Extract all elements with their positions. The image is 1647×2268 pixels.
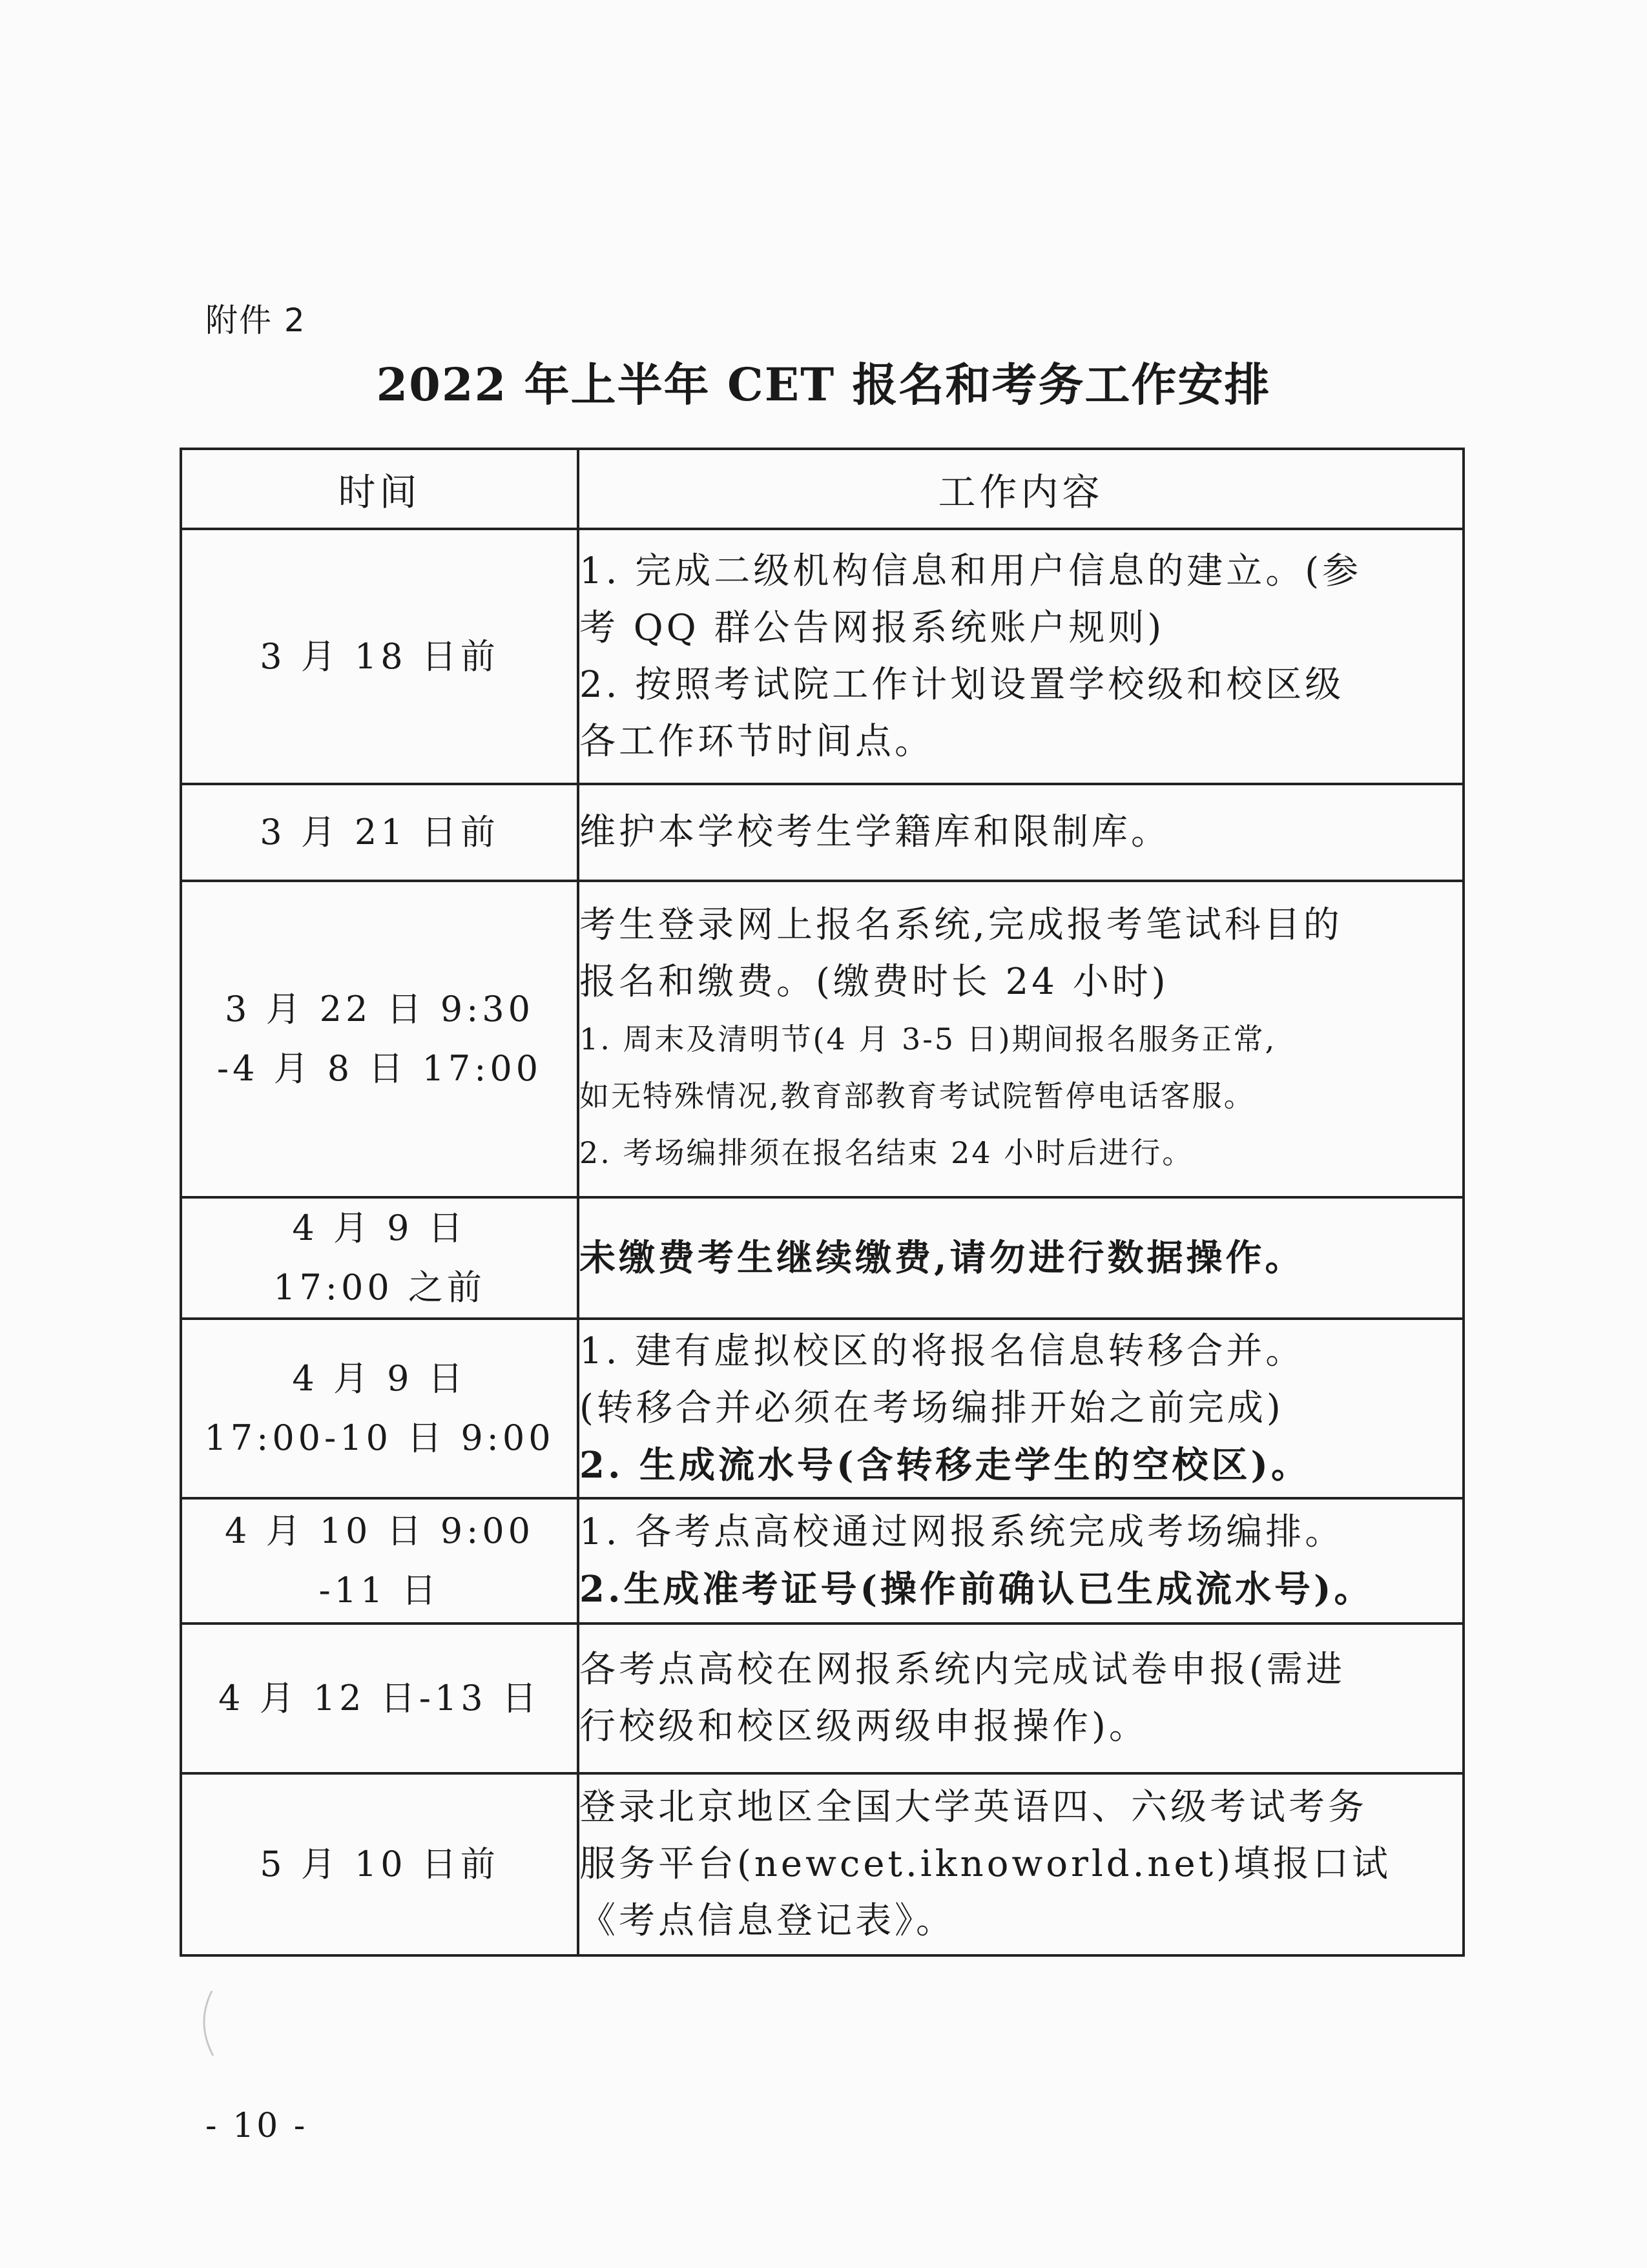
content-line: 维护本学校考生学籍库和限制库。 [579, 811, 1170, 853]
content-cell [578, 1319, 1464, 1498]
table-row [181, 529, 1464, 784]
table-row [181, 1319, 1464, 1498]
note-line: 2. 考场编排须在报名结束 24 小时后进行。 [579, 1135, 1194, 1170]
content-cell [578, 1773, 1464, 1955]
table-row [181, 881, 1464, 1197]
content-line: 各考点高校在网报系统内完成试卷申报(需进 [579, 1649, 1345, 1691]
content-line: 登录北京地区全国大学英语四、六级考试考务 [579, 1786, 1367, 1828]
content-line: 行校级和校区级两级申报操作)。 [579, 1706, 1148, 1747]
header-time: 时间 [181, 449, 578, 529]
table-row [181, 784, 1464, 881]
time-cell [181, 1624, 578, 1773]
content-line-bold: 未缴费考生继续缴费,请勿进行数据操作。 [579, 1237, 1305, 1279]
time-text: -4 月 8 日 17:00 [216, 1048, 543, 1089]
content-cell [578, 784, 1464, 881]
header-content: 工作内容 [578, 449, 1464, 529]
content-line: 服务平台(newcet.iknoworld.net)填报口试 [579, 1843, 1391, 1885]
time-text: 5 月 10 日前 [260, 1844, 499, 1884]
content-line: 2. 按照考试院工作计划设置学校级和校区级 [579, 663, 1345, 706]
content-line-bold: 2. 生成流水号(含转移走学生的空校区)。 [579, 1444, 1310, 1487]
content-line: (转移合并必须在考场编排开始之前完成) [579, 1387, 1284, 1429]
time-cell [181, 881, 578, 1197]
scan-mark-decoration [192, 1988, 218, 2059]
attachment-label: 附件 2 [205, 302, 306, 339]
content-line: 各工作环节时间点。 [579, 720, 934, 763]
table-row [181, 1498, 1464, 1624]
time-text: -11 日 [318, 1570, 440, 1611]
table-row [181, 1773, 1464, 1955]
note-line: 如无特殊情况,教育部教育考试院暂停电话客服。 [579, 1078, 1256, 1113]
content-line: 考生登录网上报名系统,完成报考笔试科目的 [579, 904, 1343, 946]
content-line: 报名和缴费。(缴费时长 24 小时) [579, 961, 1169, 1003]
content-line: 1. 建有虚拟校区的将报名信息转移合并。 [579, 1330, 1305, 1372]
content-line: 考 QQ 群公告网报系统账户规则) [579, 606, 1165, 649]
time-text: 3 月 21 日前 [260, 812, 499, 852]
content-cell [578, 881, 1464, 1197]
time-cell [181, 1773, 578, 1955]
content-line-bold: 2.生成准考证号(操作前确认已生成流水号)。 [579, 1568, 1374, 1611]
time-cell [181, 1498, 578, 1624]
schedule-table [180, 448, 1465, 1957]
time-text: 4 月 9 日 [292, 1208, 467, 1248]
table-header-row [181, 449, 1464, 529]
time-text: 4 月 10 日 9:00 [225, 1510, 534, 1551]
time-text: 17:00 之前 [273, 1267, 486, 1308]
time-text: 4 月 9 日 [292, 1358, 467, 1399]
content-line: 1. 各考点高校通过网报系统完成考场编排。 [579, 1511, 1345, 1553]
time-text: 3 月 22 日 9:30 [225, 989, 534, 1029]
note-line: 1. 周末及清明节(4 月 3-5 日)期间报名服务正常, [579, 1022, 1277, 1057]
page-number: - 10 - [205, 2107, 308, 2145]
time-text: 3 月 18 日前 [260, 635, 499, 677]
content-cell [578, 529, 1464, 784]
time-cell [181, 1197, 578, 1319]
time-cell [181, 784, 578, 881]
content-line: 1. 完成二级机构信息和用户信息的建立。(参 [579, 550, 1362, 592]
content-cell [578, 1624, 1464, 1773]
table-row [181, 1197, 1464, 1319]
time-cell [181, 1319, 578, 1498]
table-row [181, 1624, 1464, 1773]
content-cell [578, 1197, 1464, 1319]
page-title: 2022 年上半年 CET 报名和考务工作安排 [376, 358, 1271, 411]
time-text: 4 月 12 日-13 日 [218, 1678, 541, 1718]
content-cell [578, 1498, 1464, 1624]
time-text: 17:00-10 日 9:00 [204, 1418, 555, 1458]
content-line: 《考点信息登记表》。 [579, 1900, 955, 1942]
time-cell [181, 529, 578, 784]
